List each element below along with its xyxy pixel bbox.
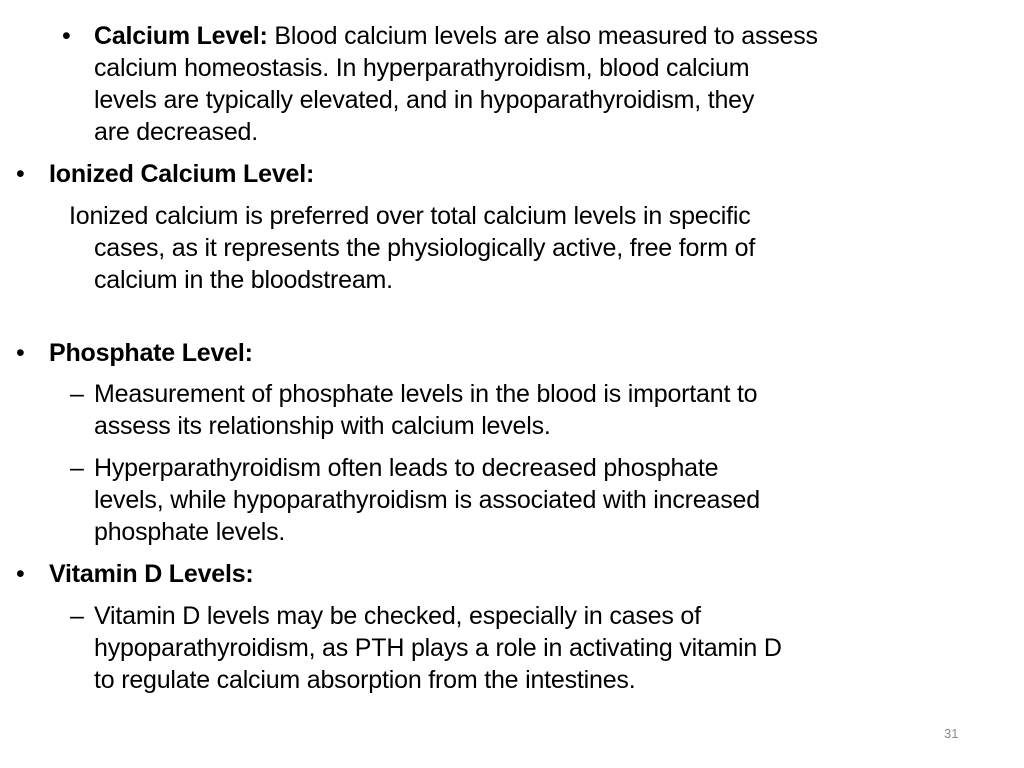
vitamin-d-sub1-line-1: Vitamin D levels may be checked, especially in cases of — [94, 602, 701, 630]
calcium-level-line-1 — [94, 20, 818, 52]
bullet-ionized-calcium: • — [16, 160, 25, 188]
bullet-calcium-level: • — [62, 22, 71, 50]
calcium-level-line-2: calcium homeostasis. In hyperparathyroidism, blood calcium — [94, 54, 750, 82]
ionized-calcium-line-2: cases, as it represents the physiologically active, free form of — [94, 234, 756, 262]
dash-phosphate-1: – — [70, 380, 84, 408]
vitamin-d-heading: Vitamin D Levels: — [49, 560, 254, 588]
dash-vitamin-d-1: – — [70, 602, 84, 630]
phosphate-sub2-line-3: phosphate levels. — [94, 518, 286, 546]
calcium-level-line-3: levels are typically elevated, and in hypoparathyroidism, they — [94, 86, 755, 114]
vitamin-d-sub1-line-3: to regulate calcium absorption from the intestines. — [94, 666, 636, 694]
ionized-calcium-line-1: Ionized calcium is preferred over total calcium levels in specific — [69, 202, 751, 230]
phosphate-sub1-line-1: Measurement of phosphate levels in the blood is important to — [94, 380, 758, 408]
phosphate-sub1-line-2: assess its relationship with calcium levels. — [94, 412, 551, 440]
bullet-phosphate: • — [16, 339, 25, 367]
vitamin-d-sub1-line-2: hypoparathyroidism, as PTH plays a role in activating vitamin D — [94, 634, 782, 662]
phosphate-sub2-line-1: Hyperparathyroidism often leads to decreased phosphate — [94, 454, 719, 482]
phosphate-heading: Phosphate Level: — [49, 339, 253, 367]
dash-phosphate-2: – — [70, 454, 84, 482]
calcium-level-label: Calcium Level: — [94, 22, 268, 50]
ionized-calcium-line-3: calcium in the bloodstream. — [94, 266, 393, 294]
bullet-vitamin-d: • — [16, 560, 25, 588]
page-number: 31 — [944, 726, 959, 741]
phosphate-sub2-line-2: levels, while hypoparathyroidism is associated with increased — [94, 486, 760, 514]
calcium-level-text-1: Blood calcium levels are also measured to assess — [267, 22, 818, 50]
calcium-level-line-4: are decreased. — [94, 118, 258, 146]
ionized-calcium-heading: Ionized Calcium Level: — [49, 160, 315, 188]
